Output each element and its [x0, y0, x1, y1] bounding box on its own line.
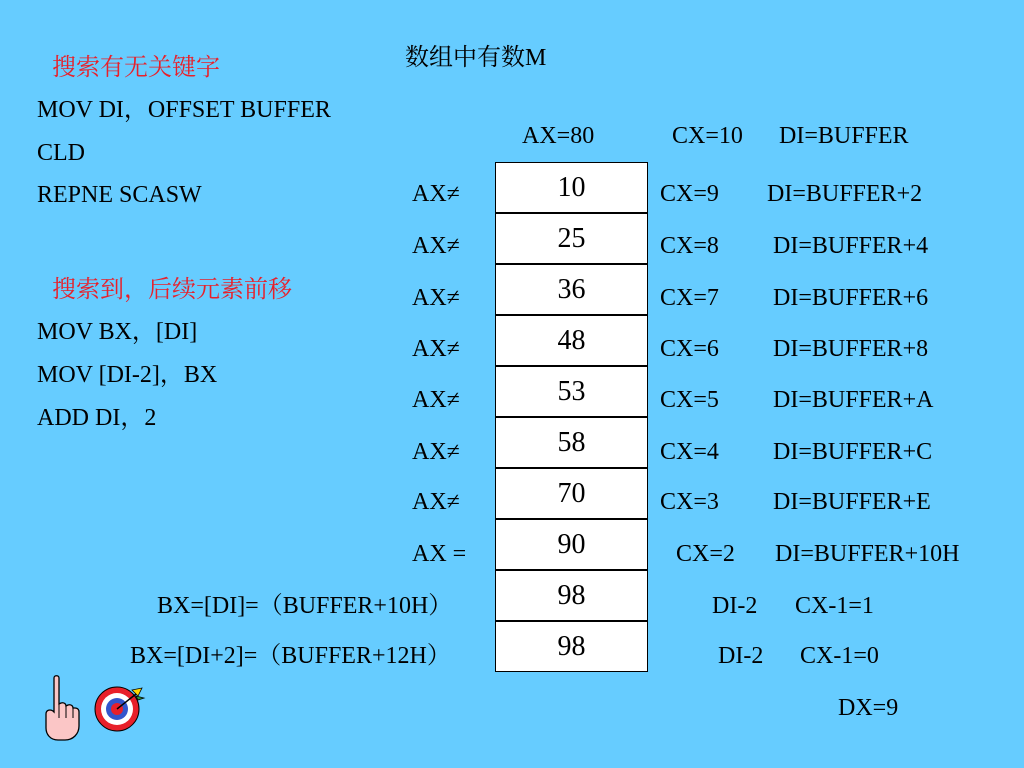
dx-label: DX=9 — [838, 695, 899, 721]
compare-label: AX≠ — [412, 336, 460, 362]
bx-line: BX=[DI]=（BUFFER+10H） — [157, 593, 453, 619]
array-cell: 36 — [495, 264, 648, 315]
di-value: DI=BUFFER+2 — [767, 181, 923, 207]
code-line: CLD — [37, 140, 85, 166]
code-line: MOV DI，OFFSET BUFFER — [37, 97, 331, 123]
array-cell: 70 — [495, 468, 648, 519]
cx-value: CX=2 — [676, 541, 735, 567]
cx-value: CX=3 — [660, 489, 719, 515]
compare-label: AX≠ — [412, 387, 460, 413]
shift-di: DI-2 — [712, 593, 758, 619]
code-line: MOV [DI-2]，BX — [37, 362, 218, 388]
cx-value: CX=9 — [660, 181, 719, 207]
code-line: ADD DI，2 — [37, 405, 157, 431]
target-icon[interactable] — [92, 684, 146, 734]
array-cell: 25 — [495, 213, 648, 264]
di-value: DI=BUFFER+10H — [775, 541, 960, 567]
compare-label: AX≠ — [412, 181, 460, 207]
pointing-hand-icon[interactable] — [40, 674, 82, 742]
bx-line: BX=[DI+2]=（BUFFER+12H） — [130, 643, 451, 669]
di-value: DI=BUFFER+E — [773, 489, 931, 515]
compare-label: AX≠ — [412, 439, 460, 465]
compare-label: AX = — [412, 541, 467, 567]
section1-heading: 搜索有无关键字 — [52, 55, 220, 81]
array-cell: 53 — [495, 366, 648, 417]
initial-cx: CX=10 — [672, 123, 743, 149]
compare-label: AX≠ — [412, 285, 460, 311]
array-cell: 98 — [495, 570, 648, 621]
code-line: MOV BX，[DI] — [37, 319, 198, 345]
shift-cx: CX-1=1 — [795, 593, 874, 619]
code-line: REPNE SCASW — [37, 182, 202, 208]
cx-value: CX=4 — [660, 439, 719, 465]
compare-label: AX≠ — [412, 233, 460, 259]
di-value: DI=BUFFER+C — [773, 439, 933, 465]
array-cell: 58 — [495, 417, 648, 468]
cx-value: CX=8 — [660, 233, 719, 259]
initial-ax: AX=80 — [522, 123, 595, 149]
initial-di: DI=BUFFER — [779, 123, 909, 149]
di-value: DI=BUFFER+6 — [773, 285, 929, 311]
di-value: DI=BUFFER+8 — [773, 336, 929, 362]
page-title: 数组中有数M — [405, 45, 547, 71]
cx-value: CX=7 — [660, 285, 719, 311]
section2-heading: 搜索到，后续元素前移 — [52, 277, 292, 303]
shift-cx: CX-1=0 — [800, 643, 879, 669]
array-cell: 90 — [495, 519, 648, 570]
shift-di: DI-2 — [718, 643, 764, 669]
di-value: DI=BUFFER+4 — [773, 233, 929, 259]
di-value: DI=BUFFER+A — [773, 387, 934, 413]
array-cell: 10 — [495, 162, 648, 213]
cx-value: CX=5 — [660, 387, 719, 413]
array-cell: 48 — [495, 315, 648, 366]
compare-label: AX≠ — [412, 489, 460, 515]
cx-value: CX=6 — [660, 336, 719, 362]
array-cell: 98 — [495, 621, 648, 672]
